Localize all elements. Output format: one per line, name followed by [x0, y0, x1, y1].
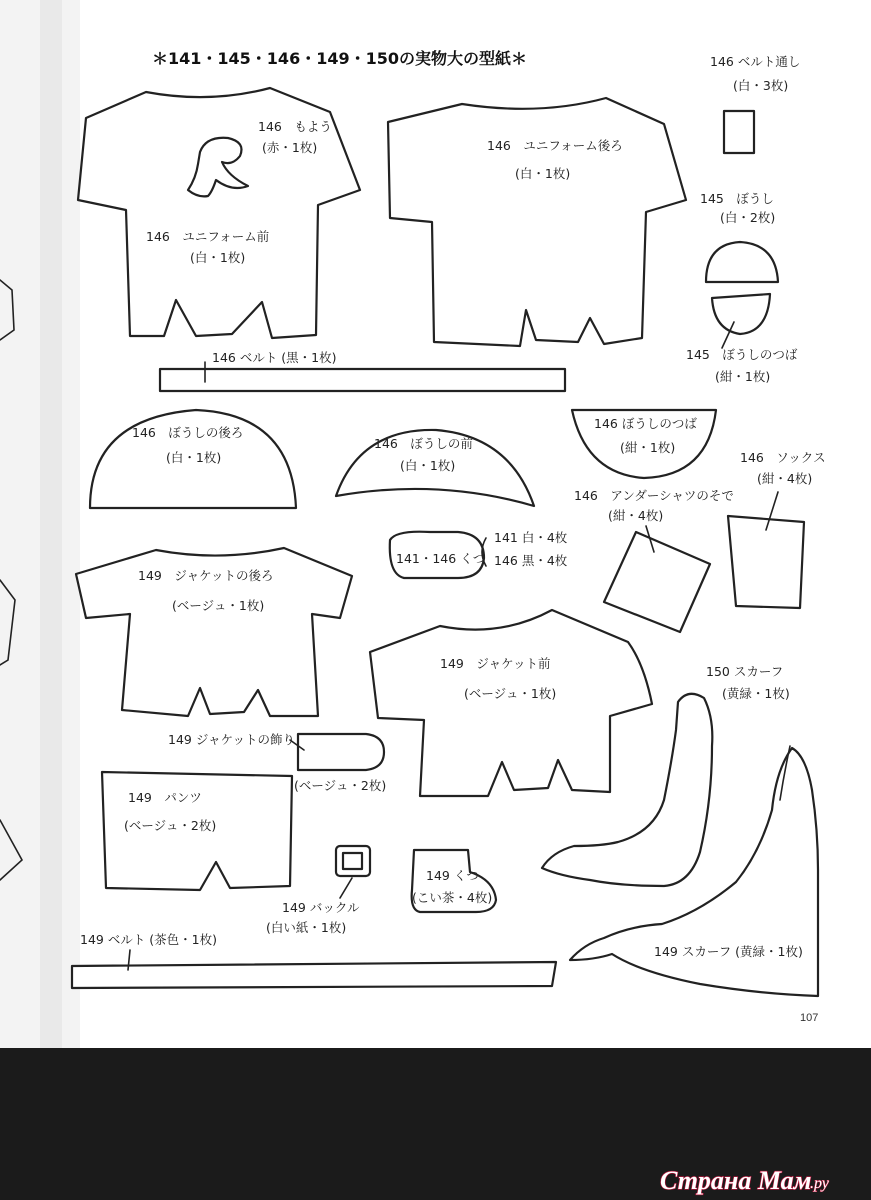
undershirt-sleeve-note: (紺・4枚) — [608, 508, 664, 523]
belt-loop-label: 146 ベルト通し — [710, 54, 801, 69]
shoes-141-146-label: 141・146 くつ — [396, 551, 486, 566]
hat-145-label: 145 ぼうし — [700, 191, 774, 206]
jacket-back-note: (ベージュ・1枚) — [172, 598, 265, 613]
page-number: 107 — [800, 1012, 819, 1024]
undershirt-sleeve-pattern — [604, 532, 710, 632]
uniform-front-label: 146 ユニフォーム前 — [146, 229, 270, 244]
hat-back-146-note: (白・1枚) — [166, 450, 222, 465]
belt-loop-pattern — [724, 111, 754, 153]
pants-label: 149 パンツ — [128, 790, 202, 805]
leader-line — [340, 878, 352, 898]
hat-front-146-label: 146 ぼうしの前 — [374, 436, 473, 451]
hat-145-pattern — [706, 242, 778, 282]
moyou-note: (赤・1枚) — [262, 140, 318, 155]
scarf-150-label: 150 スカーフ — [706, 664, 784, 679]
belt-146-label: 146 ベルト (黒・1枚) — [212, 350, 337, 365]
watermark-text: Страна Мам — [660, 1166, 812, 1195]
hat-brim-145-note: (紺・1枚) — [715, 369, 771, 384]
hat-brim-146-label: 146 ぼうしのつば — [594, 416, 697, 431]
hat-back-146-label: 146 ぼうしの後ろ — [132, 425, 244, 440]
buckle-note: (白い紙・1枚) — [266, 920, 347, 935]
buckle-hole — [343, 853, 362, 869]
socks-label: 146 ソックス — [740, 450, 826, 465]
undershirt-sleeve-label: 146 アンダーシャツのそで — [574, 488, 734, 503]
hat-brim-146-note: (紺・1枚) — [620, 440, 676, 455]
belt-149-label: 149 ベルト (茶色・1枚) — [80, 932, 218, 947]
belt-loop-note: (白・3枚) — [733, 78, 789, 93]
scarf-149-label: 149 スカーフ (黄緑・1枚) — [654, 944, 803, 959]
belt-149-pattern — [72, 962, 556, 988]
jacket-front-note: (ベージュ・1枚) — [464, 686, 557, 701]
uniform-back-note: (白・1枚) — [515, 166, 571, 181]
jacket-deco-label: 149 ジャケットの飾り — [168, 732, 295, 747]
jacket-front-label: 149 ジャケット前 — [440, 656, 551, 671]
watermark-suffix: .ру — [810, 1175, 829, 1192]
shoes-141-line: 141 白・4枚 — [494, 530, 568, 545]
jacket-front-pattern — [370, 610, 652, 796]
page-title: ＊141・145・146・149・150の実物大の型紙＊ — [152, 49, 527, 68]
socks-note: (紺・4枚) — [757, 471, 813, 486]
shoes-149-label: 149 くつ — [426, 868, 479, 883]
scarf-150-note: (黄緑・1枚) — [722, 686, 790, 701]
moyou-label: 146 もよう — [258, 119, 332, 134]
hat-brim-145-pattern — [712, 294, 770, 334]
pants-note: (ベージュ・2枚) — [124, 818, 217, 833]
uniform-back-pattern — [388, 98, 686, 346]
belt-146-pattern — [160, 369, 565, 391]
shoes-146-line: 146 黒・4枚 — [494, 553, 568, 568]
uniform-back-label: 146 ユニフォーム後ろ — [487, 138, 623, 153]
binding-shadow — [40, 0, 62, 1048]
jacket-back-label: 149 ジャケットの後ろ — [138, 568, 274, 583]
shoes-149-note: (こい茶・4枚) — [412, 890, 493, 905]
hat-brim-145-label: 145 ぼうしのつば — [686, 347, 798, 362]
jacket-deco-note: (ベージュ・2枚) — [294, 778, 387, 793]
jacket-deco-pattern — [298, 734, 384, 770]
hat-145-note: (白・2枚) — [720, 210, 776, 225]
hat-front-146-note: (白・1枚) — [400, 458, 456, 473]
uniform-front-note: (白・1枚) — [190, 250, 246, 265]
buckle-label: 149 バックル — [282, 900, 360, 915]
